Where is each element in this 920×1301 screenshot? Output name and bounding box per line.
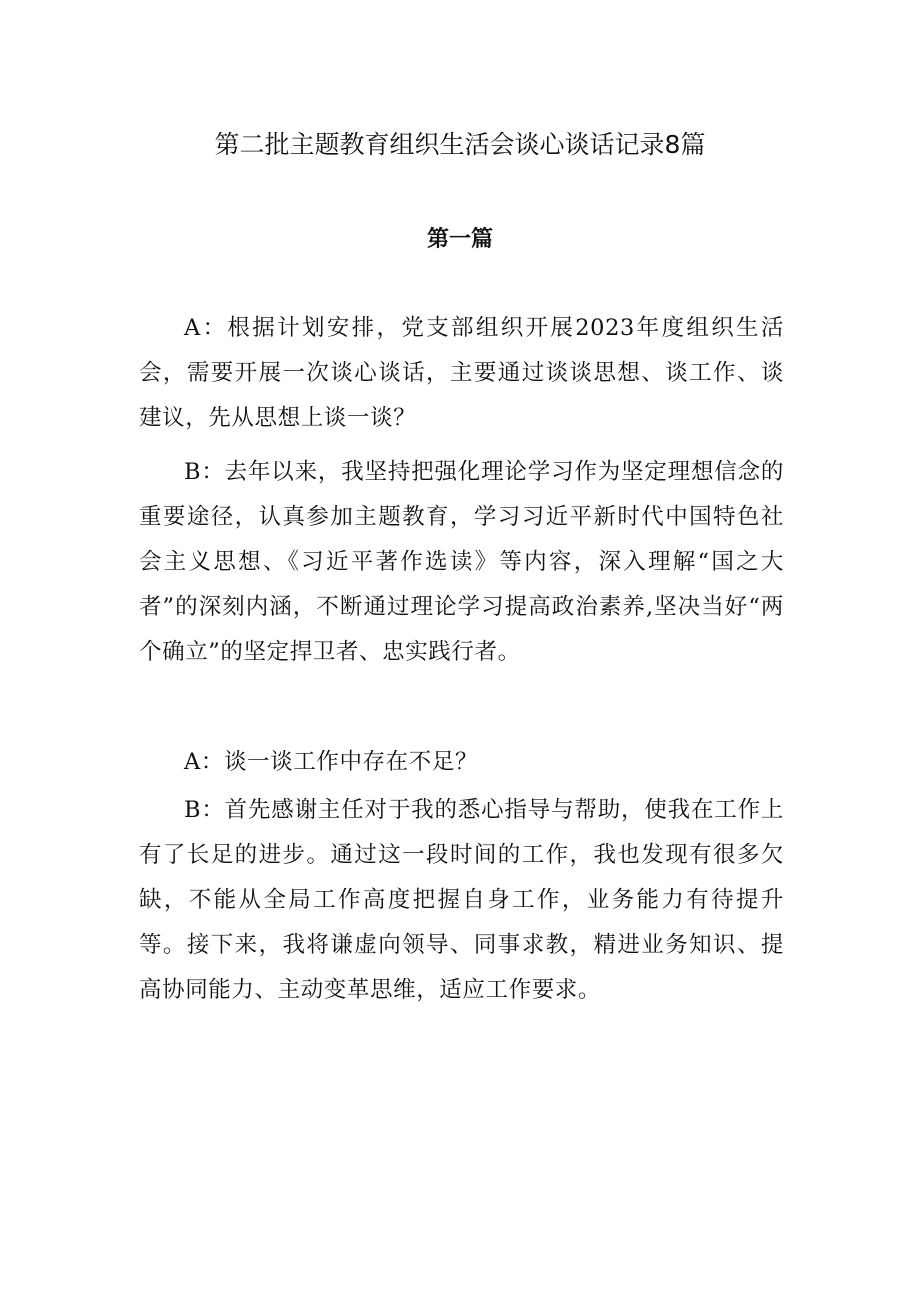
- paragraph-answer-2: B：首先感谢主任对于我的悉心指导与帮助，使我在工作上有了长足的进步。通过这一段时间的工作，我也发现有很多欠缺，不能从全局工作高度把握自身工作，业务能力有待提升等。接下来，我将谦虚向领导、同事求教，精进业务知识、提高协同能力、主动变革思维，适应工作要求。: [139, 797, 784, 1003]
- paragraph-answer-1: B：去年以来，我坚持把强化理论学习作为坚定理想信念的重要途径，认真参加主题教育，学习习近平新时代中国特色社会主义思想、《习近平著作选读》等内容，深入理解“国之大者”的深刻内涵，不断通过理论学习提高政治素养,坚决当好“两个确立”的坚定捍卫者、忠实践行者。: [139, 459, 784, 665]
- section-heading: 第一篇: [426, 227, 493, 252]
- document-title: 第二批主题教育组织生活会谈心谈话记录8篇: [214, 130, 706, 159]
- paragraph-question-2: A：谈一谈工作中存在不足？: [184, 749, 479, 775]
- paragraph-question-1: A：根据计划安排，党支部组织开展2023年度组织生活会，需要开展一次谈心谈话，主要通过谈谈思想、谈工作、谈建议，先从思想上谈一谈？: [139, 315, 784, 431]
